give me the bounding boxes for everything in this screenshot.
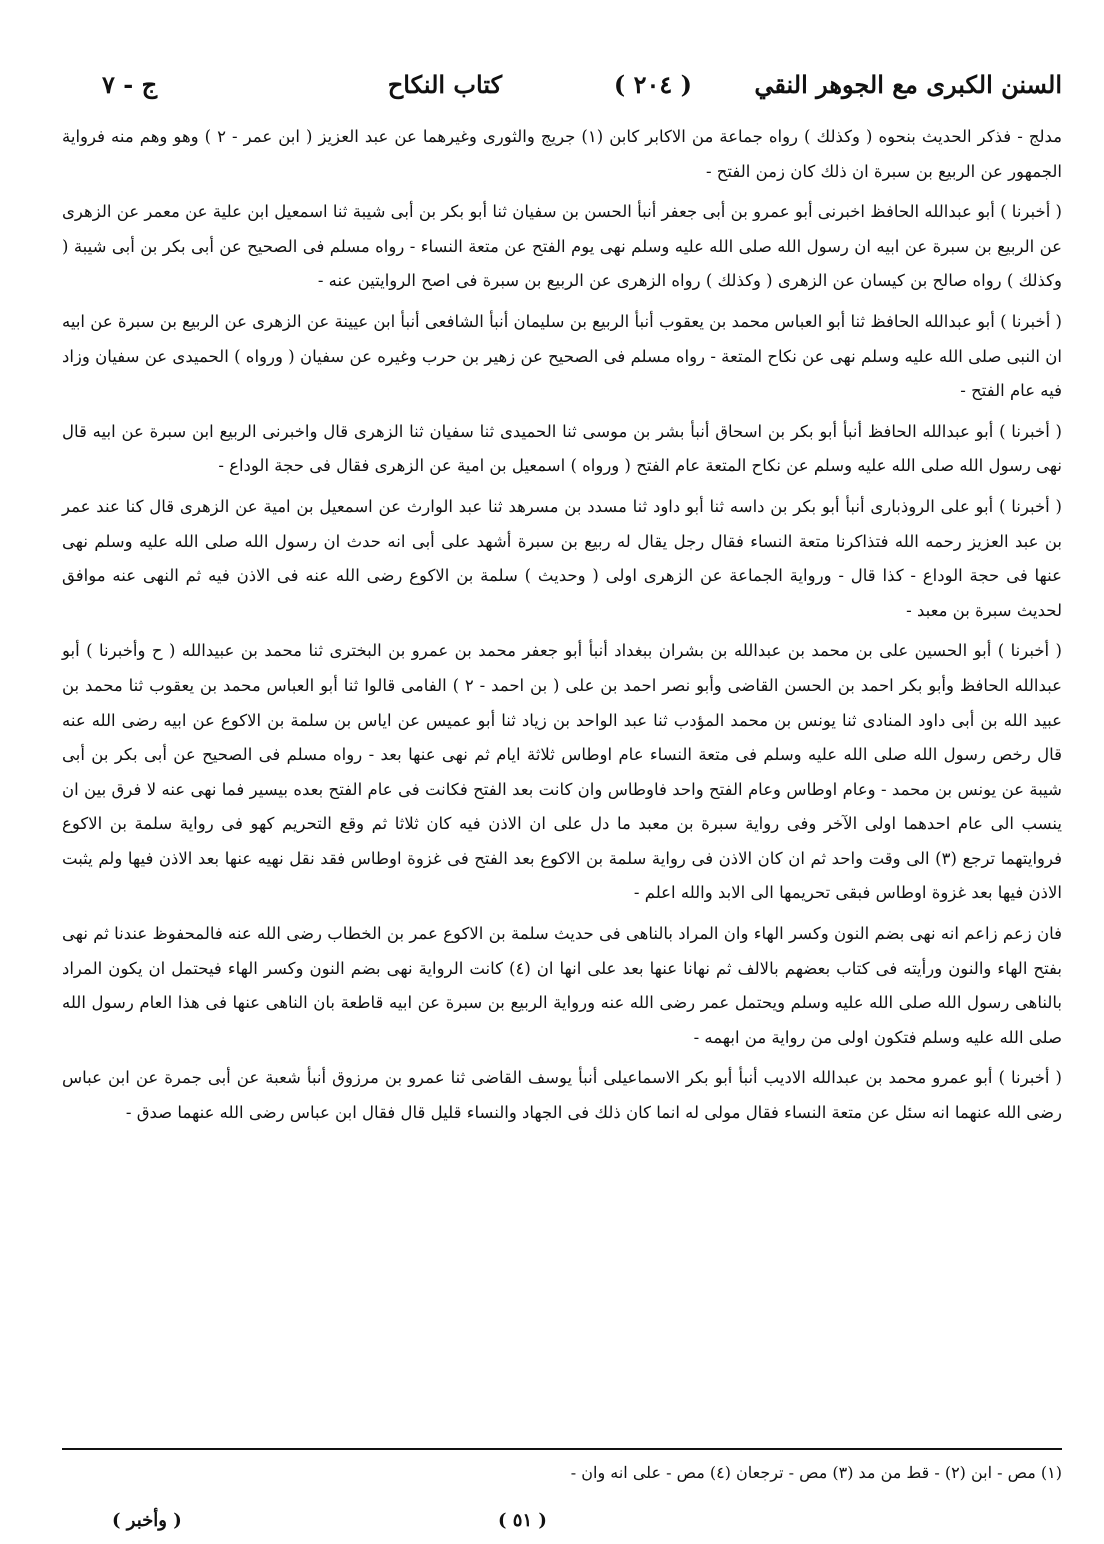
chapter-title: كتاب النكاح — [387, 70, 502, 99]
paragraph: ( أخبرنا ) أبو الحسين على بن محمد بن عبدالله بن بشران ببغداد أنبأ أبو جعفر محمد بن عمرو بن البخترى ثنا محمد بن عبيدالله ( ح وأخبرنا ) أبو عبدالله الحافظ وأبو بكر احمد بن الحسن القاضى وأبو نصر احمد بن على ( بن احمد - ٢ ) الفامى قالوا ثنا أبو العباس محمد بن يعقوب ثنا محمد بن عبيد الله بن أبى داود المنادى ثنا يونس بن محمد المؤدب ثنا عبد الواحد بن زياد ثنا أبو عميس عن اياس بن سلمة بن الاكوع عن ابيه رضى الله عنه قال رخص رسول الله صلى الله عليه وسلم فى متعة النساء عام اوطاس ثلاثة ايام ثم نهى عنها بعد - رواه مسلم فى الصحيح عن أبى بكر بن أبى شيبة عن يونس بن محمد - وعام اوطاس وعام الفتح واحد فاوطاس وان كانت بعد الفتح فكانت فى عام الفتح بعده بيسير فما نهى عنه لا فرق بين ان ينسب الى عام احدهما اولى الآخر وفى رواية سبرة بن معبد ما دل على ان الاذن فيه كان ثلاثا ثم وقع التحريم كهو فى رواية سلمة بن الاكوع فروايتهما ترجع (٣) الى وقت واحد ثم ان كان الاذن فى رواية سلمة بن الاكوع بعد الفتح فى غزوة اوطاس فقد نقل نهيه عنها بعد الاذن فيها ولم يثبت الاذن فيها بعد غزوة اوطاس فبقى تحريمها الى الابد والله اعلم - — [62, 641, 1062, 903]
page-number: ( ٢٠٤ ) — [613, 70, 692, 99]
footnotes: (١) مص - ابن (٢) - قط من مد (٣) مص - ترجعان (٤) مص - على انه وان - — [570, 1463, 1062, 1482]
paragraph: ( أخبرنا ) أبو عمرو محمد بن عبدالله الاديب أنبأ أبو بكر الاسماعيلى أنبأ يوسف القاضى ثنا عمرو بن مرزوق أنبأ شعبة عن أبى جمرة عن ابن عباس رضى الله عنهما انه سئل عن متعة النساء فقال مولى له انما كان ذلك فى الجهاد والنساء قليل قال فقال ابن عباس رضى الله عنهما صدق - — [62, 1068, 1062, 1123]
footnote-separator — [62, 1448, 1062, 1450]
paragraph: ( أخبرنا ) أبو على الروذبارى أنبأ أبو بكر بن داسه ثنا أبو داود ثنا مسدد بن مسرهد ثنا عبد الوارث عن اسمعيل بن امية عن الزهرى قال كنا عند عمر بن عبد العزيز رحمه الله فتذاكرنا متعة النساء فقال رجل يقال له ربيع بن سبرة أشهد على أبى انه حدث ان رسول الله صلى الله عليه وسلم نهى عنها فى حجة الوداع - كذا قال - ورواية الجماعة عن الزهرى اولى ( وحديث ) سلمة بن الاكوع رضى الله عنه فى الاذن فيه ثم النهى عنه موافق لحديث سبرة بن معبد - — [62, 496, 1062, 620]
main-text — [62, 120, 1062, 1137]
page-footer — [62, 1510, 1062, 1544]
paragraph: ( أخبرنا ) أبو عبدالله الحافظ ثنا أبو العباس محمد بن يعقوب أنبأ الربيع بن سليمان أنبأ الشافعى أنبأ ابن عيينة عن الزهرى عن الربيع بن سبرة عن ابيه ان النبى صلى الله عليه وسلم نهى عن نكاح المتعة - رواه مسلم فى الصحيح عن زهير بن حرب وغيره عن سفيان ( ورواه ) الحميدى عن سفيان وزاد فيه عام الفتح - — [62, 311, 1062, 401]
paragraph: ( أخبرنا ) أبو عبدالله الحافظ اخبرنى أبو عمرو بن أبى جعفر أنبأ الحسن بن سفيان ثنا أبو بكر بن أبى شيبة ثنا اسمعيل ابن علية عن معمر عن الزهرى عن الربيع بن سبرة عن ابيه ان رسول الله صلى الله عليه وسلم نهى يوم الفتح عن متعة النساء - رواه مسلم فى الصحيح عن أبى بكر بن أبى شيبة ( وكذلك ) رواه صالح بن كيسان عن الزهرى ( وكذلك ) رواه الزهرى عن الربيع بن سبرة فى اصح الروايتين عنه - — [62, 202, 1062, 291]
running-header — [62, 58, 1062, 118]
paragraph: ( أخبرنا ) أبو عبدالله الحافظ أنبأ أبو بكر بن اسحاق أنبأ بشر بن موسى ثنا الحميدى ثنا سفيان ثنا الزهرى قال واخبرنى الربيع ابن سبرة عن ابيه قال نهى رسول الله صلى الله عليه وسلم عن نكاح المتعة عام الفتح ( ورواه ) اسمعيل بن امية عن الزهرى فقال فى حجة الوداع - — [62, 421, 1062, 476]
catchword: ( وأخبر ) — [112, 1510, 182, 1531]
volume-number: ج - ٧ — [102, 70, 158, 99]
sheet-number: ( ٥١ ) — [498, 1510, 547, 1531]
paragraph: فان زعم زاعم انه نهى بضم النون وكسر الهاء وان المراد بالناهى فى حديث سلمة بن الاكوع عمر بن الخطاب رضى الله عنه فالمحفوظ عندنا ثم نهى بفتح الهاء والنون ورأيته فى كتاب بعضهم بالالف ثم نهانا عنها بعد على انها ان (٤) كانت الرواية نهى بضم النون وكسر الهاء فيحتمل ان يكون المراد بالناهى رسول الله صلى الله عليه وسلم ويحتمل عمر رضى الله عنه ورواية الربيع بن سبرة عن ابيه قاطعة بان الناهى عنها فى هذا العام رسول الله صلى الله عليه وسلم فتكون اولى من رواية من ابهمه - — [62, 924, 1062, 1047]
book-page — [62, 58, 1063, 1531]
book-title: السنن الكبرى مع الجوهر النقي — [754, 70, 1062, 99]
paragraph: مدلج - فذكر الحديث بنحوه ( وكذلك ) رواه جماعة من الاكابر كابن (١) جريج والثورى وغيرهما عن عبد العزيز ( ابن عمر - ٢ ) وهو وهم منه فرواية الجمهور عن الربيع بن سبرة ان ذلك كان زمن الفتح - — [62, 127, 1063, 181]
